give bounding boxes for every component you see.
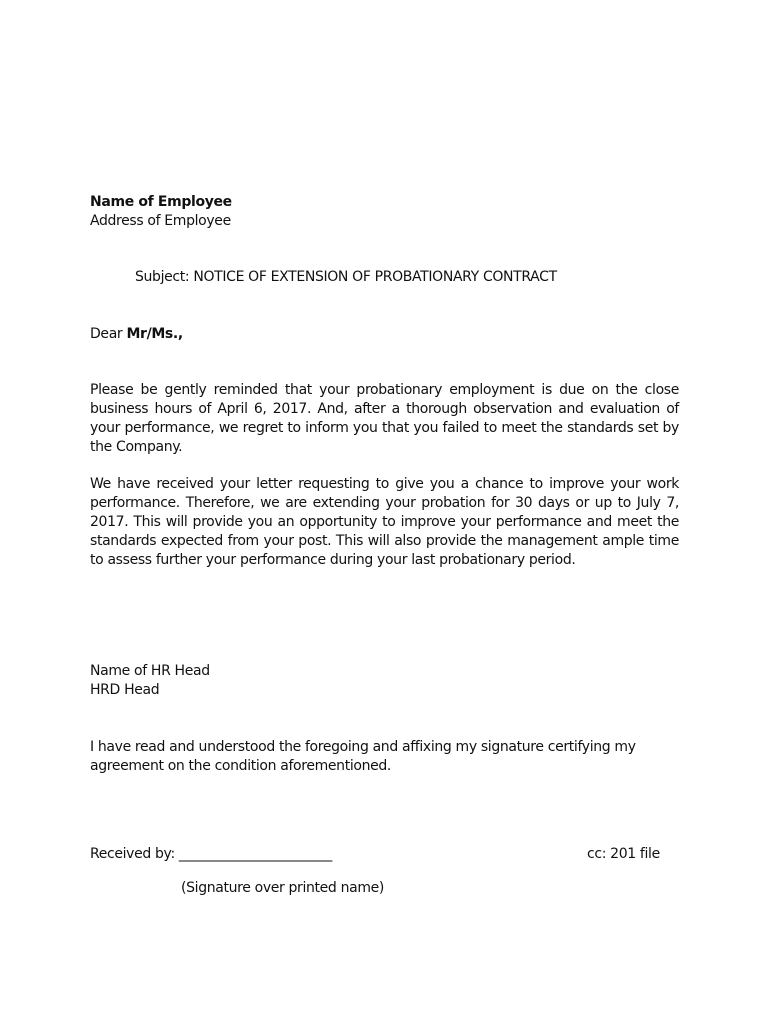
salutation-greeting: Dear [90, 326, 123, 342]
signatory-name: Name of HR Head [90, 663, 210, 679]
recipient-address: Address of Employee [90, 213, 231, 229]
salutation-title: Mr/Ms., [126, 326, 183, 342]
paragraph-2-line: performance. Therefore, we are extending your probation for 30 days or up to July 7, [90, 495, 679, 511]
salutation [90, 325, 183, 344]
paragraph-1-line: Please be gently reminded that your probationary employment is due on the close [90, 382, 679, 398]
paragraph-1-line: business hours of April 6, 2017. And, after a thorough observation and evaluation of [90, 401, 679, 417]
body-paragraph-2 [90, 475, 679, 570]
paragraph-1-line: the Company. [90, 439, 183, 455]
signatory-position: HRD Head [90, 682, 160, 698]
paragraph-2-line: to assess further your performance during your last probationary period. [90, 552, 576, 568]
recipient-name: Name of Employee [90, 194, 232, 210]
cc-note: cc: 201 file [587, 846, 660, 862]
paragraph-1-line: your performance, we regret to inform you that you failed to meet the standards set by [90, 420, 679, 436]
paragraph-2-line: 2017. This will provide you an opportunity to improve your performance and meet the [90, 514, 679, 530]
subject-label: Subject: [135, 269, 190, 285]
body-paragraph-1 [90, 381, 679, 457]
received-by-line: Received by: _______________________ [90, 846, 332, 862]
acknowledgement-line: I have read and understood the foregoing and affixing my signature certifying my [90, 739, 636, 755]
paragraph-2-line: standards expected from your post. This will also provide the management ample time [90, 533, 679, 549]
paragraph-2-line: We have received your letter requesting to give you a chance to improve your work [90, 476, 679, 492]
acknowledgement-line: agreement on the condition aforementioned. [90, 758, 392, 774]
subject-text: NOTICE OF EXTENSION OF PROBATIONARY CONTRACT [193, 269, 557, 285]
subject-line [135, 268, 557, 287]
signature-caption: (Signature over printed name) [181, 880, 384, 896]
